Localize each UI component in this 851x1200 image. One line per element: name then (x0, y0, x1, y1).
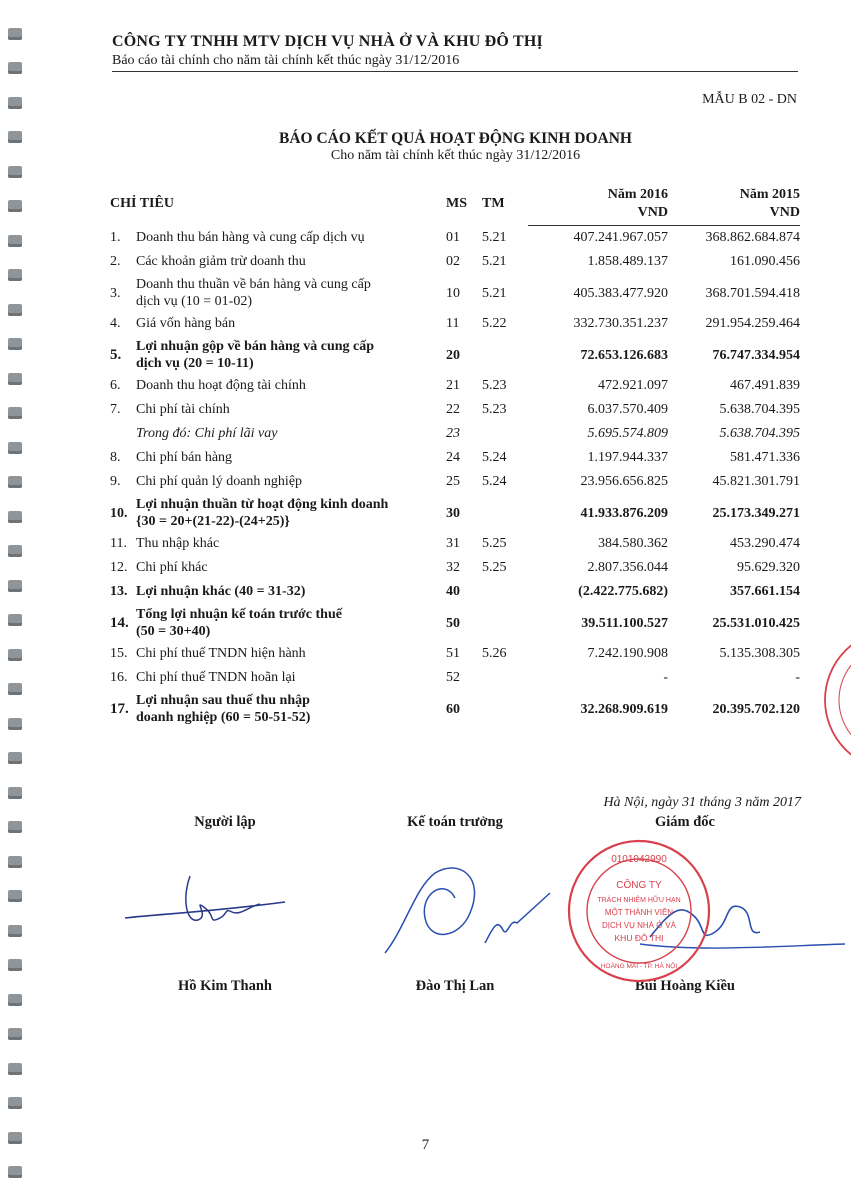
binding-hole (8, 235, 22, 247)
row-item-name (136, 312, 446, 336)
table-row (110, 642, 800, 666)
row-note-ref: 5.26 (482, 646, 507, 661)
row-number: 13. (110, 584, 128, 599)
col-header-ms: MS (446, 196, 467, 212)
row-item-name (136, 446, 446, 470)
row-value-2016: - (663, 670, 668, 685)
row-value-2015: 467.491.839 (730, 378, 800, 393)
row-note-ref: 5.23 (482, 402, 507, 417)
row-ms-code: 22 (446, 402, 460, 417)
row-value-2015: 20.395.702.120 (712, 701, 800, 717)
row-ms-code: 31 (446, 536, 460, 551)
table-row (110, 274, 800, 312)
row-value-2015: 25.531.010.425 (712, 615, 800, 631)
company-name: CÔNG TY TNHH MTV DỊCH VỤ NHÀ Ở VÀ KHU ĐÔ THỊ (112, 33, 543, 50)
binding-hole (8, 787, 22, 799)
row-value-2016: 2.807.356.044 (587, 560, 668, 575)
row-value-2015: 368.701.594.418 (705, 285, 800, 301)
row-item-name-line1: Lợi nhuận gộp về bán hàng và cung cấp (136, 339, 375, 354)
binding-hole (8, 1028, 22, 1040)
row-item-name (136, 604, 446, 642)
binding-hole (8, 821, 22, 833)
row-value-2016: 5.695.574.809 (587, 426, 668, 441)
row-value-2016: 41.933.876.209 (580, 505, 668, 521)
row-value-2016: 39.511.100.527 (581, 615, 668, 631)
preparer-name: Hồ Kim Thanh (177, 978, 273, 994)
binding-hole (8, 1166, 22, 1178)
row-note-ref (482, 690, 528, 728)
row-item-name (136, 470, 446, 494)
row-number: 1. (110, 229, 121, 245)
row-item-name-line2: dịch vụ (10 = 01-02) (136, 294, 252, 309)
row-item-name (136, 642, 446, 666)
row-note-ref: 5.23 (482, 378, 507, 393)
row-value-2015: 95.629.320 (737, 560, 800, 575)
binding-hole (8, 1097, 22, 1109)
row-ms-code: 32 (446, 560, 460, 575)
row-value-2015: - (795, 670, 800, 685)
row-ms-code: 11 (446, 316, 460, 331)
binding-hole (8, 856, 22, 868)
row-item-name (136, 690, 446, 728)
binding-hole (8, 200, 22, 212)
row-value-2015: 368.862.684.874 (705, 230, 800, 245)
row-value-2016: (2.422.775.682) (578, 584, 668, 599)
col-header-tm: TM (482, 196, 505, 212)
accountant-signature (375, 858, 555, 958)
row-number: 5. (110, 346, 122, 363)
row-item-name (136, 666, 446, 690)
binding-hole (8, 304, 22, 316)
binding-hole (8, 269, 22, 281)
income-statement-table (110, 183, 800, 728)
row-ms-code: 23 (446, 426, 460, 441)
table-row (110, 580, 800, 604)
row-ms-code: 24 (446, 450, 460, 465)
row-value-2016: 472.921.097 (598, 378, 668, 393)
report-title: BÁO CÁO KẾT QUẢ HOẠT ĐỘNG KINH DOANH (279, 130, 632, 147)
row-item-name (136, 494, 446, 532)
row-item-name-line1: Doanh thu bán hàng và cung cấp dịch vụ (136, 229, 365, 245)
binding-hole (8, 959, 22, 971)
svg-text:DỊCH VỤ NHÀ Ở VÀ: DỊCH VỤ NHÀ Ở VÀ (602, 921, 676, 930)
table-body (110, 226, 800, 729)
row-item-name (136, 374, 446, 398)
row-value-2016: 1.858.489.137 (587, 254, 668, 269)
row-item-name-line1: Chi phí quản lý doanh nghiệp (136, 474, 303, 489)
row-number (110, 422, 136, 446)
binding-hole (8, 373, 22, 385)
page-number: 7 (421, 1137, 430, 1153)
table-row (110, 226, 800, 251)
binding-hole (8, 614, 22, 626)
col-header-2015-unit: VND (769, 205, 800, 220)
accountant-name: Đào Thị Lan (415, 978, 495, 994)
binding-hole (8, 752, 22, 764)
row-ms-code: 01 (446, 229, 460, 245)
binding-hole (8, 62, 22, 74)
row-item-name-line2: dịch vụ (20 = 10-11) (136, 356, 254, 371)
svg-text:KHU ĐÔ THỊ: KHU ĐÔ THỊ (614, 933, 664, 943)
row-item-name-line1: Lợi nhuận thuần từ hoạt động kinh doanh (136, 497, 389, 512)
row-ms-code: 40 (446, 584, 460, 599)
row-value-2015: 5.638.704.395 (719, 426, 800, 441)
row-value-2016: 407.241.967.057 (573, 230, 668, 245)
row-item-name-line1: Chi phí bán hàng (136, 450, 233, 465)
col-header-item-label: CHỈ TIÊU (110, 196, 174, 212)
row-number: 12. (110, 560, 128, 575)
row-number: 14. (110, 614, 129, 631)
row-item-name-line1: Tổng lợi nhuận kế toán trước thuế (136, 607, 342, 622)
binding-hole (8, 97, 22, 109)
binding-hole (8, 166, 22, 178)
row-value-2015: 25.173.349.271 (712, 505, 800, 521)
row-ms-code: 50 (446, 615, 460, 631)
row-item-name-line1: Doanh thu hoạt động tài chính (136, 378, 306, 393)
svg-text:HOÀNG MAI - TP. HÀ NỘI: HOÀNG MAI - TP. HÀ NỘI (600, 963, 678, 970)
row-value-2016: 405.383.477.920 (573, 285, 668, 301)
binding-hole (8, 718, 22, 730)
report-period: Cho năm tài chính kết thúc ngày 31/12/2016 (330, 148, 581, 163)
col-header-2016-year: Năm 2016 (607, 187, 668, 202)
page-header (112, 33, 798, 72)
signature-block-preparer (125, 814, 325, 994)
row-item-name (136, 422, 446, 446)
col-header-item (110, 183, 446, 226)
row-ms-code: 25 (446, 474, 460, 489)
table-row (110, 446, 800, 470)
binding-holes (8, 28, 30, 1178)
row-note-ref (482, 580, 528, 604)
preparer-signature (120, 868, 290, 938)
row-number: 11. (110, 536, 127, 551)
row-value-2016: 1.197.944.337 (587, 450, 668, 465)
table-row (110, 312, 800, 336)
table-row (110, 690, 800, 728)
row-note-ref: 5.21 (482, 285, 507, 301)
svg-text:TRÁCH NHIỆM HỮU HẠN: TRÁCH NHIỆM HỮU HẠN (597, 897, 681, 904)
row-item-name-line1: Các khoản giảm trừ doanh thu (136, 254, 306, 269)
table-row (110, 494, 800, 532)
binding-hole (8, 511, 22, 523)
row-number: 3. (110, 285, 121, 301)
row-value-2015: 5.638.704.395 (719, 402, 800, 417)
row-value-2016: 7.242.190.908 (587, 646, 668, 661)
company-seal (566, 838, 712, 984)
svg-text:0101042990: 0101042990 (611, 854, 667, 865)
row-item-name (136, 336, 446, 374)
row-note-ref (482, 666, 528, 690)
binding-hole (8, 890, 22, 902)
row-value-2015: 453.290.474 (730, 536, 800, 551)
row-item-name (136, 250, 446, 274)
row-number: 6. (110, 378, 121, 393)
row-value-2015: 291.954.259.464 (705, 316, 800, 331)
col-header-2015-year: Năm 2015 (739, 187, 800, 202)
row-item-name-line1: Chi phí thuế TNDN hiện hành (136, 646, 306, 661)
row-number: 16. (110, 670, 128, 685)
table-row (110, 398, 800, 422)
row-item-name-line1: Lợi nhuận sau thuế thu nhập (136, 693, 310, 708)
binding-hole (8, 649, 22, 661)
row-ms-code: 52 (446, 670, 460, 685)
report-subtitle: Báo cáo tài chính cho năm tài chính kết thúc ngày 31/12/2016 (112, 53, 798, 72)
table-row (110, 250, 800, 274)
binding-hole (8, 580, 22, 592)
table-row (110, 532, 800, 556)
row-note-ref (482, 422, 528, 446)
table-row (110, 422, 800, 446)
accountant-role: Kế toán trưởng (407, 814, 503, 830)
svg-text:MỘT THÀNH VIÊN: MỘT THÀNH VIÊN (604, 908, 674, 917)
signature-block-accountant (355, 814, 555, 994)
row-value-2016: 23.956.656.825 (580, 474, 668, 489)
row-ms-code: 51 (446, 646, 460, 661)
director-name: Bùi Hoàng Kiều (635, 978, 735, 994)
row-number: 4. (110, 316, 121, 331)
row-note-ref (482, 604, 528, 642)
form-code: MẪU B 02 - DN (702, 92, 797, 107)
binding-hole (8, 994, 22, 1006)
row-item-name (136, 580, 446, 604)
binding-hole (8, 683, 22, 695)
table-row (110, 604, 800, 642)
row-item-name (136, 556, 446, 580)
row-item-name (136, 532, 446, 556)
table-row (110, 336, 800, 374)
binding-hole (8, 28, 22, 40)
row-item-name-line2: (50 = 30+40) (136, 624, 211, 639)
row-item-name-line1: Chi phí thuế TNDN hoãn lại (136, 670, 296, 685)
row-ms-code: 02 (446, 254, 460, 269)
row-number: 10. (110, 505, 128, 521)
binding-hole (8, 925, 22, 937)
row-number: 9. (110, 474, 121, 489)
date-line: Hà Nội, ngày 31 tháng 3 năm 2017 (603, 795, 801, 810)
row-value-2016: 32.268.909.619 (580, 701, 668, 717)
row-item-name-line1: Thu nhập khác (136, 536, 220, 551)
row-value-2015: 581.471.336 (730, 450, 800, 465)
row-number: 7. (110, 402, 121, 417)
row-note-ref: 5.24 (482, 450, 507, 465)
row-note-ref: 5.21 (482, 254, 507, 269)
row-item-name-line1: Chi phí khác (136, 560, 208, 575)
row-value-2015: 45.821.301.791 (712, 474, 800, 489)
row-note-ref (482, 336, 528, 374)
row-value-2015: 161.090.456 (730, 254, 800, 269)
row-item-name-line1: Lợi nhuận khác (40 = 31-32) (136, 584, 306, 599)
row-number: 2. (110, 254, 121, 269)
row-ms-code: 60 (446, 701, 460, 717)
table-header-row (110, 183, 800, 226)
row-value-2016: 332.730.351.237 (573, 316, 668, 331)
binding-hole (8, 442, 22, 454)
row-note-ref: 5.21 (482, 229, 507, 245)
row-item-name-line1: Doanh thu thuần về bán hàng và cung cấp (136, 277, 371, 292)
row-value-2016: 72.653.126.683 (580, 347, 668, 363)
row-item-name (136, 226, 446, 251)
edge-seal-fragment (820, 625, 851, 775)
row-ms-code: 21 (446, 378, 460, 393)
binding-hole (8, 1063, 22, 1075)
row-note-ref: 5.22 (482, 316, 507, 331)
row-item-name (136, 274, 446, 312)
row-ms-code: 20 (446, 347, 460, 363)
row-item-name (136, 398, 446, 422)
row-number: 8. (110, 450, 121, 465)
row-number: 17. (110, 700, 129, 717)
director-role: Giám đốc (654, 814, 715, 830)
row-item-name-line1: Trong đó: Chi phí lãi vay (136, 426, 278, 441)
row-item-name-line2: doanh nghiệp (60 = 50-51-52) (136, 710, 311, 725)
row-item-name-line2: {30 = 20+(21-22)-(24+25)} (136, 514, 290, 529)
row-item-name-line1: Chi phí tài chính (136, 402, 230, 417)
preparer-role: Người lập (194, 814, 256, 830)
binding-hole (8, 476, 22, 488)
table-row (110, 666, 800, 690)
row-item-name-line1: Giá vốn hàng bán (136, 316, 236, 331)
row-note-ref: 5.24 (482, 474, 507, 489)
table-row (110, 470, 800, 494)
row-number: 15. (110, 646, 128, 661)
row-note-ref: 5.25 (482, 560, 507, 575)
col-header-2016 (528, 183, 668, 226)
row-value-2015: 76.747.334.954 (712, 347, 800, 363)
row-ms-code: 10 (446, 285, 460, 301)
binding-hole (8, 407, 22, 419)
row-ms-code: 30 (446, 505, 460, 521)
col-header-2016-unit: VND (637, 205, 668, 220)
table-row (110, 556, 800, 580)
table-row (110, 374, 800, 398)
row-note-ref (482, 494, 528, 532)
binding-hole (8, 545, 22, 557)
binding-hole (8, 338, 22, 350)
row-value-2015: 5.135.308.305 (719, 646, 800, 661)
report-title-block (0, 130, 851, 164)
row-note-ref: 5.25 (482, 536, 507, 551)
row-value-2016: 384.580.362 (598, 536, 668, 551)
svg-text:CÔNG TY: CÔNG TY (616, 880, 662, 891)
row-value-2016: 6.037.570.409 (587, 402, 668, 417)
row-value-2015: 357.661.154 (730, 584, 800, 599)
col-header-2015 (668, 183, 800, 226)
